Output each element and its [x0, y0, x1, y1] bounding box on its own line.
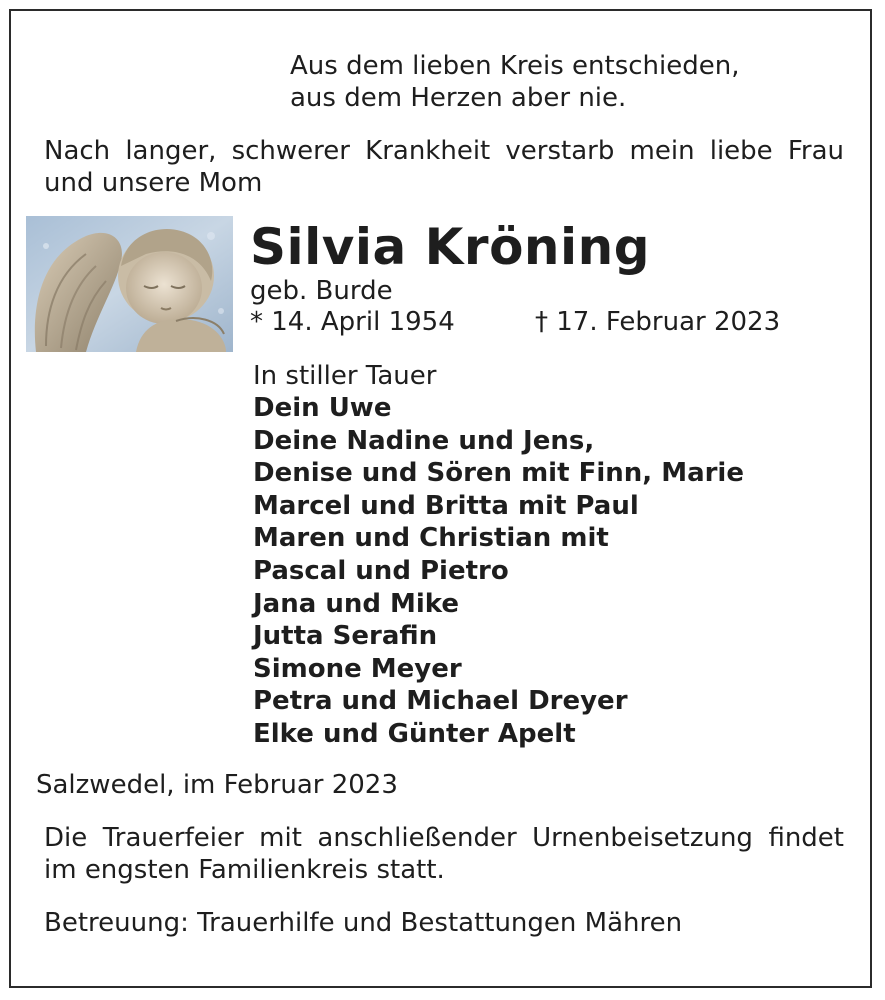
place-and-date: Salzwedel, im Februar 2023 — [36, 770, 398, 800]
deceased-name: Silvia Kröning — [250, 218, 651, 276]
mourner-name: Maren und Christian mit — [253, 523, 609, 554]
mourner-name: Deine Nadine und Jens, — [253, 425, 595, 456]
mourner-name: Simone Meyer — [253, 653, 462, 684]
mourner-name: Jana und Mike — [253, 588, 460, 619]
mourner-name: Elke und Günter Apelt — [253, 718, 576, 749]
death-date: † 17. Februar 2023 — [535, 307, 781, 337]
motto-line-2: aus dem Herzen aber nie. — [290, 83, 627, 113]
birth-date: * 14. April 1954 — [250, 307, 455, 337]
mourners-list — [253, 392, 744, 751]
mourners-block — [253, 360, 744, 751]
mourner-name: Marcel und Britta mit Paul — [253, 490, 639, 521]
motto-line-1: Aus dem lieben Kreis entschieden, — [290, 51, 740, 81]
mourner-name: Jutta Serafin — [253, 621, 438, 652]
mourner-name: Dein Uwe — [253, 393, 392, 423]
mourning-intro: In stiller Tauer — [253, 361, 437, 391]
mourner-name: Denise und Sören mit Finn, Marie — [253, 458, 744, 489]
funeral-home-notice: Betreuung: Trauerhilfe und Bestattungen Mähren — [44, 908, 683, 938]
angel-statue-image — [26, 216, 233, 352]
memorial-motto — [290, 50, 740, 114]
maiden-name: geb. Burde — [250, 276, 393, 306]
mourner-name: Petra und Michael Dreyer — [253, 686, 628, 717]
mourner-name: Pascal und Pietro — [253, 555, 509, 586]
ceremony-notice: Die Trauerfeier mit anschließender Urnenbeisetzung findet im engsten Familienkreis statt. — [44, 823, 844, 885]
intro-text: Nach langer, schwerer Krankheit verstarb mein liebe Frau und unsere Mom — [44, 136, 844, 198]
